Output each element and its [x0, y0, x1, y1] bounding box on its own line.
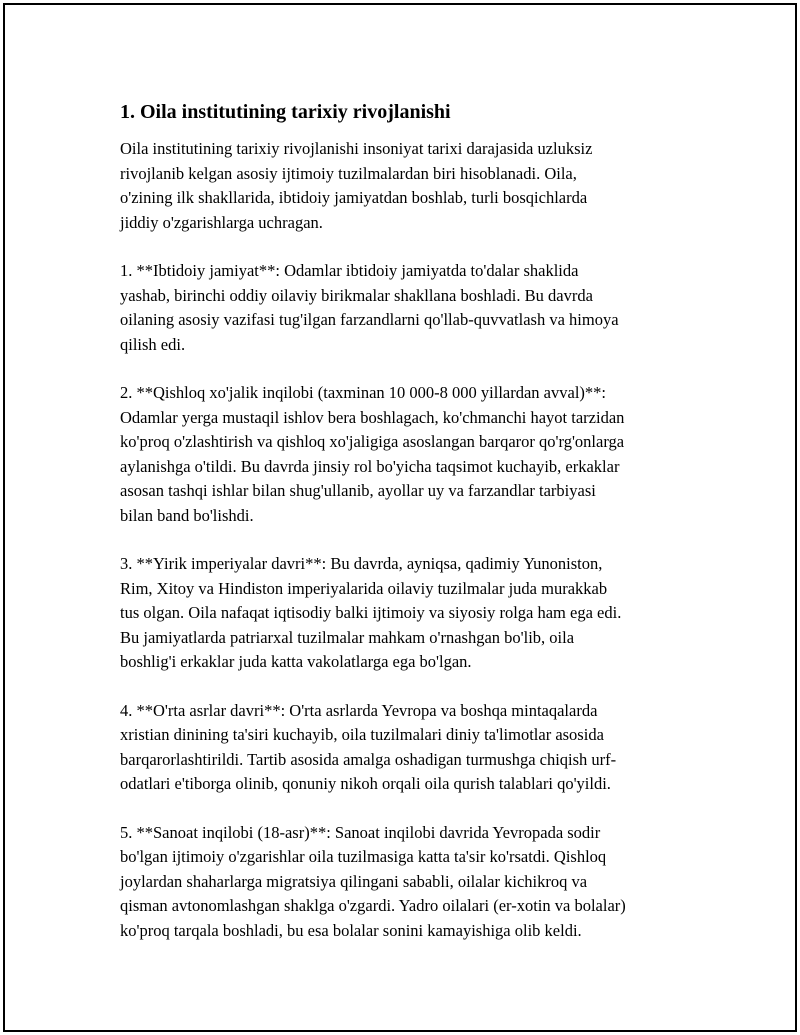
section-heading: 1. Oila institutining tarixiy rivojlanishi [120, 101, 451, 123]
text-line: qisman avtonomlashgan shaklga o'zgardi. Yadro oilalari (er-xotin va bolalar) [120, 896, 626, 915]
text-line: o'zining ilk shakllarida, ibtidoiy jamiyatdan boshlab, turli bosqichlarda [120, 188, 588, 207]
text-line: tus olgan. Oila nafaqat iqtisodiy balki ijtimoiy va siyosiy rolga ham ega edi. [120, 603, 622, 622]
list-item-paragraph [120, 381, 710, 528]
intro-paragraph [120, 137, 710, 235]
text-line: boshlig'i erkaklar juda katta vakolatlarga ega bo'lgan. [120, 652, 472, 671]
text-line: bo'lgan ijtimoiy o'zgarishlar oila tuzilmasiga katta ta'sir ko'rsatdi. Qishloq [120, 847, 607, 866]
text-line: yashab, birinchi oddiy oilaviy birikmalar shakllana boshladi. Bu davrda [120, 285, 593, 305]
list-item-paragraph [120, 552, 710, 675]
text-line: Oila institutining tarixiy rivojlanishi insoniyat tarixi darajasida uzluksiz [120, 139, 593, 158]
text-line: Odamlar yerga mustaqil ishlov bera boshlagach, ko'chmanchi hayot tarzidan [120, 407, 625, 427]
list-item-paragraph [120, 259, 710, 357]
text-line: 3. **Yirik imperiyalar davri**: Bu davrda, ayniqsa, qadimiy Yunoniston, [120, 554, 603, 573]
text-line: ko'proq tarqala boshladi, bu esa bolalar sonini kamayishiga olib keldi. [120, 920, 582, 940]
text-line: rivojlanib kelgan asosiy ijtimoiy tuzilmalardan biri hisoblanadi. Oila, [120, 163, 577, 183]
text-line: Rim, Xitoy va Hindiston imperiyalarida oilaviy tuzilmalar juda murakkab [120, 578, 608, 598]
list-item-paragraph [120, 699, 710, 797]
text-line: 4. **O'rta asrlar davri**: O'rta asrlarda Yevropa va boshqa mintaqalarda [120, 700, 598, 720]
text-line: oilaning asosiy vazifasi tug'ilgan farzandlarni qo'llab-quvvatlash va himoya [120, 310, 619, 329]
list-item-paragraph [120, 821, 710, 944]
text-line: 1. **Ibtidoiy jamiyat**: Odamlar ibtidoiy jamiyatda to'dalar shaklida [120, 261, 579, 280]
text-line: barqarorlashtirildi. Tartib asosida amalga oshadigan turmushga chiqish urf- [120, 749, 617, 769]
text-line: xristian dinining ta'siri kuchayib, oila tuzilmalari diniy ta'limotlar asosida [120, 725, 604, 744]
document-body [120, 97, 710, 967]
text-line: aylanishga o'tildi. Bu davrda jinsiy rol bo'yicha taqsimot kuchayib, erkaklar [120, 456, 620, 476]
text-line: asosan tashqi ishlar bilan shug'ullanib, ayollar uy va farzandlar tarbiyasi [120, 481, 596, 500]
text-line: Bu jamiyatlarda patriarxal tuzilmalar mahkam o'rnashgan bo'lib, oila [120, 627, 575, 647]
text-line: joylardan shaharlarga migratsiya qilingani sababli, oilalar kichikroq va [120, 871, 588, 891]
text-line: ko'proq o'zlashtirish va qishloq xo'jaligiga asoslangan barqaror qo'rg'onlarga [120, 432, 625, 451]
page-frame [3, 3, 797, 1032]
text-line: jiddiy o'zgarishlarga uchragan. [120, 212, 323, 232]
text-line: 5. **Sanoat inqilobi (18-asr)**: Sanoat inqilobi davrida Yevropada sodir [120, 822, 601, 842]
text-line: bilan band bo'lishdi. [120, 505, 254, 525]
text-line: 2. **Qishloq xo'jalik inqilobi (taxminan 10 000-8 000 yillardan avval)**: [120, 383, 606, 402]
text-line: qilish edi. [120, 334, 186, 354]
text-line: odatlari e'tiborga olinib, qonuniy nikoh orqali oila qurish talablari qo'yildi. [120, 774, 611, 793]
